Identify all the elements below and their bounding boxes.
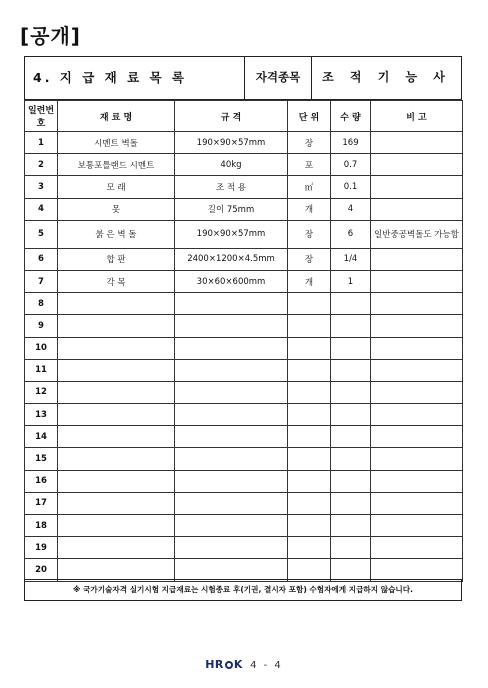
cell-name <box>58 448 175 470</box>
cell-remark <box>371 426 463 448</box>
cell-name: 붉 은 벽 돌 <box>58 220 175 248</box>
cell-no: 13 <box>25 404 58 426</box>
table-row <box>25 315 463 337</box>
table-header-row <box>25 101 463 132</box>
cell-qty: 6 <box>331 220 371 248</box>
cell-name <box>58 515 175 537</box>
cell-name: 못 <box>58 198 175 220</box>
cell-qty <box>331 426 371 448</box>
cell-remark <box>371 559 463 581</box>
cell-spec <box>175 492 288 514</box>
col-header-remark: 비 고 <box>371 101 463 132</box>
table-row <box>25 404 463 426</box>
cell-no: 17 <box>25 492 58 514</box>
table-row <box>25 293 463 315</box>
cell-remark <box>371 270 463 292</box>
cell-qty <box>331 515 371 537</box>
hrdk-logo: HR K <box>205 658 243 671</box>
materials-table <box>24 100 463 582</box>
cell-no: 14 <box>25 426 58 448</box>
cell-no: 5 <box>25 220 58 248</box>
cell-qty <box>331 537 371 559</box>
cell-unit: 포 <box>288 154 331 176</box>
cell-spec <box>175 404 288 426</box>
cell-spec <box>175 470 288 492</box>
cell-spec: 2400×1200×4.5mm <box>175 248 288 270</box>
cell-no: 1 <box>25 132 58 154</box>
cell-spec <box>175 515 288 537</box>
cell-no: 19 <box>25 537 58 559</box>
table-row <box>25 559 463 581</box>
cell-unit: ㎥ <box>288 176 331 198</box>
cell-remark <box>371 359 463 381</box>
cell-name <box>58 337 175 359</box>
cell-remark <box>371 315 463 337</box>
cell-unit <box>288 293 331 315</box>
table-row <box>25 492 463 514</box>
cell-name: 시멘트 벽돌 <box>58 132 175 154</box>
cert-value: 조 적 기 능 사 <box>322 70 451 84</box>
table-row <box>25 426 463 448</box>
cell-name: 모 래 <box>58 176 175 198</box>
cell-spec: 190×90×57mm <box>175 132 288 154</box>
cell-no: 3 <box>25 176 58 198</box>
cell-unit <box>288 448 331 470</box>
table-row <box>25 198 463 220</box>
cell-remark <box>371 248 463 270</box>
cell-remark <box>371 515 463 537</box>
col-header-unit: 단 위 <box>288 101 331 132</box>
col-header-name: 재 료 명 <box>58 101 175 132</box>
public-label: [공개] <box>20 24 81 48</box>
cell-unit <box>288 559 331 581</box>
cell-remark: 일반중공벽돌도 가능함 <box>371 220 463 248</box>
notice-text: ※ 국가기술자격 실기시험 지급재료는 시험종료 후(기권, 결시자 포함) 수험자에게 지급하지 않습니다. <box>73 585 413 594</box>
cell-qty <box>331 315 371 337</box>
cell-spec: 40kg <box>175 154 288 176</box>
cell-spec <box>175 559 288 581</box>
table-row <box>25 220 463 248</box>
table-row <box>25 248 463 270</box>
cert-label: 자격종목 <box>255 70 301 84</box>
cell-remark <box>371 448 463 470</box>
cell-no: 12 <box>25 381 58 403</box>
cell-qty <box>331 359 371 381</box>
cell-remark <box>371 404 463 426</box>
cell-no: 18 <box>25 515 58 537</box>
table-row <box>25 270 463 292</box>
table-row <box>25 381 463 403</box>
cell-qty <box>331 337 371 359</box>
cell-qty <box>331 404 371 426</box>
cell-unit <box>288 492 331 514</box>
cell-qty <box>331 381 371 403</box>
cell-remark <box>371 337 463 359</box>
table-row <box>25 176 463 198</box>
cell-no: 10 <box>25 337 58 359</box>
cell-no: 8 <box>25 293 58 315</box>
table-row <box>25 515 463 537</box>
cell-qty: 1/4 <box>331 248 371 270</box>
cell-remark <box>371 198 463 220</box>
cell-qty: 0.1 <box>331 176 371 198</box>
table-row <box>25 537 463 559</box>
cell-name <box>58 426 175 448</box>
cell-no: 7 <box>25 270 58 292</box>
cell-qty: 1 <box>331 270 371 292</box>
table-row <box>25 359 463 381</box>
cell-qty <box>331 293 371 315</box>
cell-unit <box>288 426 331 448</box>
cell-name <box>58 359 175 381</box>
cell-qty: 4 <box>331 198 371 220</box>
cell-name <box>58 315 175 337</box>
cell-unit <box>288 337 331 359</box>
cell-unit: 장 <box>288 132 331 154</box>
cell-remark <box>371 132 463 154</box>
cell-no: 16 <box>25 470 58 492</box>
cell-name <box>58 559 175 581</box>
header-box <box>24 56 462 100</box>
cell-name: 각 목 <box>58 270 175 292</box>
cell-remark <box>371 537 463 559</box>
cell-qty: 169 <box>331 132 371 154</box>
cell-name <box>58 404 175 426</box>
cell-remark <box>371 293 463 315</box>
table-row <box>25 337 463 359</box>
cell-spec: 30×60×600mm <box>175 270 288 292</box>
cell-unit <box>288 470 331 492</box>
cell-qty <box>331 448 371 470</box>
table-row <box>25 448 463 470</box>
notice-box <box>24 579 462 601</box>
cell-spec <box>175 315 288 337</box>
cell-unit <box>288 537 331 559</box>
cell-no: 2 <box>25 154 58 176</box>
cell-remark <box>371 492 463 514</box>
cell-unit <box>288 315 331 337</box>
cell-spec: 길이 75mm <box>175 198 288 220</box>
col-header-no: 일련번호 <box>25 101 58 132</box>
cell-name <box>58 293 175 315</box>
cell-qty: 0.7 <box>331 154 371 176</box>
cell-spec <box>175 381 288 403</box>
cell-spec <box>175 537 288 559</box>
cell-name: 합 판 <box>58 248 175 270</box>
cell-spec <box>175 337 288 359</box>
cell-unit <box>288 404 331 426</box>
section-title: 4. 지 급 재 료 목 록 <box>33 70 188 85</box>
cell-name <box>58 381 175 403</box>
cell-name <box>58 492 175 514</box>
cell-qty <box>331 559 371 581</box>
cell-spec <box>175 426 288 448</box>
cell-name <box>58 470 175 492</box>
cell-remark <box>371 176 463 198</box>
cell-qty <box>331 470 371 492</box>
cell-unit <box>288 381 331 403</box>
cell-no: 15 <box>25 448 58 470</box>
cell-unit: 개 <box>288 270 331 292</box>
page-footer <box>0 658 488 671</box>
cell-remark <box>371 381 463 403</box>
cell-remark <box>371 470 463 492</box>
table-row <box>25 470 463 492</box>
table-row <box>25 132 463 154</box>
cell-no: 11 <box>25 359 58 381</box>
page-number: 4 - 4 <box>250 660 283 671</box>
cell-spec: 190×90×57mm <box>175 220 288 248</box>
cell-no: 20 <box>25 559 58 581</box>
cell-name <box>58 537 175 559</box>
cell-remark <box>371 154 463 176</box>
cell-qty <box>331 492 371 514</box>
cell-spec <box>175 293 288 315</box>
cell-unit <box>288 515 331 537</box>
cell-spec <box>175 359 288 381</box>
cell-spec: 조 적 용 <box>175 176 288 198</box>
cell-no: 6 <box>25 248 58 270</box>
cell-unit: 장 <box>288 248 331 270</box>
col-header-spec: 규 격 <box>175 101 288 132</box>
cell-name: 보통포틀랜드 시멘트 <box>58 154 175 176</box>
col-header-qty: 수 량 <box>331 101 371 132</box>
cell-spec <box>175 448 288 470</box>
materials-body <box>25 132 463 582</box>
logo-circle-icon <box>225 661 233 669</box>
cell-unit: 장 <box>288 220 331 248</box>
cell-unit: 개 <box>288 198 331 220</box>
cell-no: 9 <box>25 315 58 337</box>
table-row <box>25 154 463 176</box>
cell-unit <box>288 359 331 381</box>
cell-no: 4 <box>25 198 58 220</box>
